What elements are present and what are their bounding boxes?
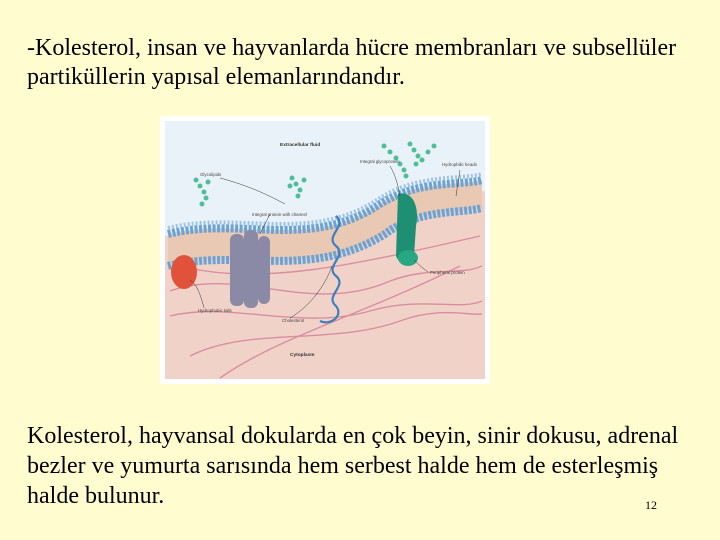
paragraph-top: -Kolesterol, insan ve hayvanlarda hücre membranları ve subsellüler partiküllerin yapısal elemanlarındandır. xyxy=(27,35,677,90)
label-integral-glycoprotein: Integral glycoprotein xyxy=(360,159,400,164)
paragraph-bottom: Kolesterol, hayvansal dokularda en çok beyin, sinir dokusu, adrenal bezler ve yumurta sarısında hem serbest halde hem de esterleşmiş halde bulunur. xyxy=(27,423,679,509)
label-hydrophobic-tails: Hydrophobic tails xyxy=(198,308,232,313)
label-hydrophilic-heads: Hydrophilic heads xyxy=(442,162,477,167)
channel-protein xyxy=(230,230,270,308)
label-glycolipids: Glycolipids xyxy=(200,172,222,177)
peripheral-protein-red xyxy=(171,255,197,289)
label-cytoplasm: Cytoplasm xyxy=(290,353,315,358)
label-cholesterol: Cholesterol xyxy=(282,318,305,323)
label-integral-protein-channel: Integral protein with channel xyxy=(252,212,307,217)
label-peripheral-protein: Peripheral protein xyxy=(430,270,465,275)
cell-membrane-figure xyxy=(160,116,490,384)
membrane-diagram xyxy=(160,116,490,384)
page-number: 12 xyxy=(645,498,657,512)
label-extracellular: Extracellular fluid xyxy=(280,143,321,148)
peripheral-protein-green xyxy=(398,250,418,266)
